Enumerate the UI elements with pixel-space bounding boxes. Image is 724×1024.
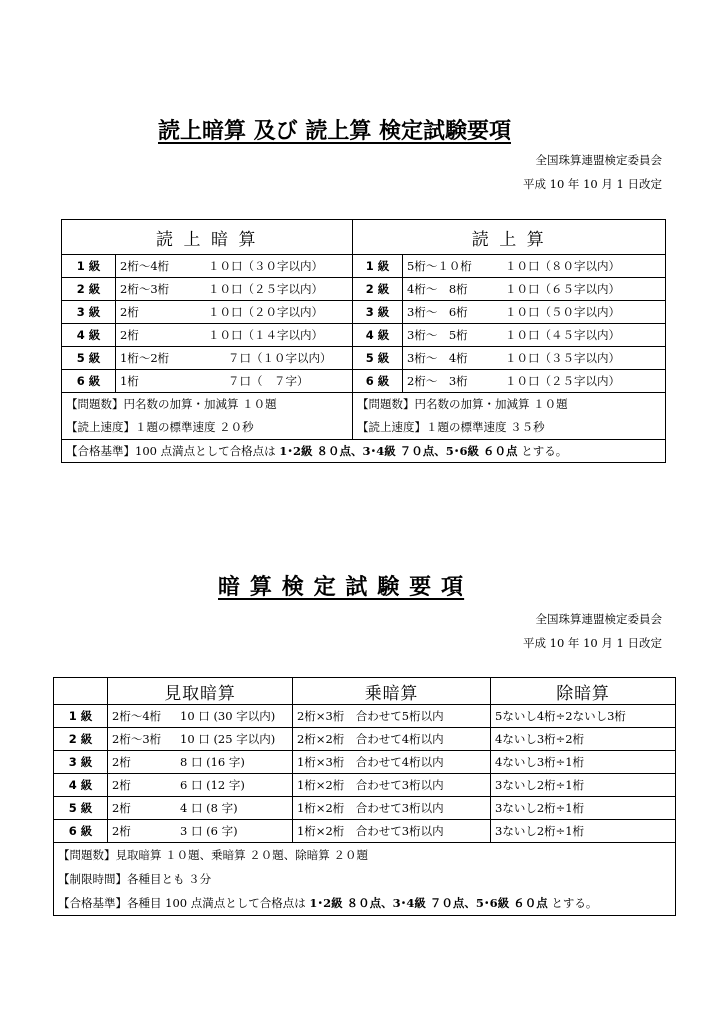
section2-notes xyxy=(54,843,676,916)
count: 8 口 (16 字) xyxy=(180,755,245,769)
count: １０口（４５字以内） xyxy=(505,328,620,342)
speed-text: 【読上速度】１題の標準速度 ２０秒 xyxy=(66,420,254,434)
section1-notes-row xyxy=(62,393,666,440)
mitori-cell xyxy=(108,751,293,774)
mitori-cell xyxy=(108,728,293,751)
digits: 2桁～3桁 xyxy=(112,732,162,746)
table-row xyxy=(62,301,666,324)
section2-notes-row xyxy=(54,843,676,916)
level-cell: 1 級 xyxy=(353,255,403,278)
level-cell: 2 級 xyxy=(54,728,108,751)
count: １０口（６５字以内） xyxy=(505,282,620,296)
pass-scores: 1･2級 ８０点、3･4級 ７０点、5･6級 ６０点 xyxy=(309,896,548,910)
reading-mental-cell xyxy=(116,324,353,347)
section2-title: 暗 算 検 定 試 験 要 項 xyxy=(218,574,465,600)
table-row xyxy=(54,728,676,751)
level-cell: 5 級 xyxy=(353,347,403,370)
level-cell: 6 級 xyxy=(62,370,116,393)
section1-pass-row xyxy=(62,440,666,463)
digits: 5桁～１０桁 xyxy=(407,259,472,273)
reading-abacus-header: 読 上 算 xyxy=(353,220,666,255)
time-limit-text: 【制限時間】各種目とも ３分 xyxy=(58,872,212,886)
jyo-cell: 5ないし4桁÷2ないし3桁 xyxy=(491,705,676,728)
jyo-cell: 3ないし2桁÷1桁 xyxy=(491,797,676,820)
empty-header-cell xyxy=(54,678,108,705)
problems-text: 【問題数】円名数の加算・加減算 １０題 xyxy=(357,397,568,411)
reading-abacus-cell xyxy=(403,301,666,324)
digits: 3桁～ 6桁 xyxy=(407,305,468,319)
table-row xyxy=(54,797,676,820)
count: １０口（３５字以内） xyxy=(505,351,620,365)
jyo-cell: 3ないし2桁÷1桁 xyxy=(491,774,676,797)
pass-suffix: とする。 xyxy=(551,896,598,910)
reading-abacus-cell xyxy=(403,370,666,393)
digits: 2桁～3桁 xyxy=(120,282,170,296)
level-cell: 1 級 xyxy=(54,705,108,728)
level-cell: 6 級 xyxy=(54,820,108,843)
level-cell: 4 級 xyxy=(62,324,116,347)
reading-mental-cell xyxy=(116,301,353,324)
table-row xyxy=(54,774,676,797)
count: １０口（２５字以内） xyxy=(505,374,620,388)
section1-table xyxy=(61,219,666,463)
reading-abacus-cell xyxy=(403,278,666,301)
count: 3 口 (6 字) xyxy=(180,824,238,838)
jo-cell: 1桁×2桁 合わせて3桁以内 xyxy=(293,774,491,797)
table-row xyxy=(62,324,666,347)
digits: 2桁～4桁 xyxy=(120,259,170,273)
digits: 2桁 xyxy=(112,824,131,838)
level-cell: 1 級 xyxy=(62,255,116,278)
count: 10 口 (25 字以内) xyxy=(180,732,276,746)
level-cell: 5 級 xyxy=(54,797,108,820)
count: 6 口 (12 字) xyxy=(180,778,245,792)
speed-text: 【読上速度】１題の標準速度 ３５秒 xyxy=(357,420,545,434)
digits: 2桁 xyxy=(112,755,131,769)
count: ７口（１０字以内） xyxy=(228,351,332,365)
count: 10 口 (30 字以内) xyxy=(180,709,276,723)
table-row xyxy=(62,347,666,370)
count: ７口（ ７字） xyxy=(228,374,309,388)
level-cell: 3 級 xyxy=(353,301,403,324)
reading-abacus-cell xyxy=(403,255,666,278)
digits: 1桁 xyxy=(120,374,139,388)
digits: 1桁～2桁 xyxy=(120,351,170,365)
count: 4 口 (8 字) xyxy=(180,801,238,815)
reading-mental-cell xyxy=(116,278,353,301)
reading-mental-cell xyxy=(116,255,353,278)
problems-text: 【問題数】見取暗算 １０題、乗暗算 ２０題、除暗算 ２０題 xyxy=(58,848,368,862)
digits: 4桁～ 8桁 xyxy=(407,282,468,296)
table-row xyxy=(62,370,666,393)
level-cell: 3 級 xyxy=(62,301,116,324)
jo-header: 乗暗算 xyxy=(293,678,491,705)
digits: 2桁～ 3桁 xyxy=(407,374,468,388)
count: １０口（８０字以内） xyxy=(505,259,620,273)
pass-prefix: 【合格基準】100 点満点として合格点は xyxy=(66,444,276,458)
table-row xyxy=(54,820,676,843)
section2-table xyxy=(53,677,676,916)
jo-cell: 2桁×2桁 合わせて4桁以内 xyxy=(293,728,491,751)
jyo-cell: 3ないし2桁÷1桁 xyxy=(491,820,676,843)
reading-abacus-cell xyxy=(403,324,666,347)
section2-date: 平成 10 年 10 月 1 日改定 xyxy=(522,636,662,650)
jyo-cell: 4ないし3桁÷2桁 xyxy=(491,728,676,751)
level-cell: 3 級 xyxy=(54,751,108,774)
level-cell: 6 級 xyxy=(353,370,403,393)
mitori-cell xyxy=(108,705,293,728)
digits: 3桁～ 4桁 xyxy=(407,351,468,365)
jo-cell: 2桁×3桁 合わせて5桁以内 xyxy=(293,705,491,728)
pass-suffix: とする。 xyxy=(521,444,568,458)
digits: 2桁 xyxy=(120,305,139,319)
table-row xyxy=(62,278,666,301)
table-row xyxy=(54,751,676,774)
count: １０口（５０字以内） xyxy=(505,305,620,319)
digits: 3桁～ 5桁 xyxy=(407,328,468,342)
reading-mental-notes xyxy=(62,393,353,440)
mitori-cell xyxy=(108,774,293,797)
jo-cell: 1桁×2桁 合わせて3桁以内 xyxy=(293,820,491,843)
section1-header-row xyxy=(62,220,666,255)
section1-date: 平成 10 年 10 月 1 日改定 xyxy=(522,177,662,191)
pass-criteria xyxy=(58,891,671,915)
count: １０口（２０字以内） xyxy=(208,305,323,319)
digits: 2桁 xyxy=(120,328,139,342)
jo-cell: 1桁×2桁 合わせて3桁以内 xyxy=(293,797,491,820)
mitori-header: 見取暗算 xyxy=(108,678,293,705)
section2-org: 全国珠算連盟検定委員会 xyxy=(535,612,662,626)
mitori-cell xyxy=(108,797,293,820)
level-cell: 4 級 xyxy=(54,774,108,797)
jo-cell: 1桁×3桁 合わせて4桁以内 xyxy=(293,751,491,774)
digits: 2桁 xyxy=(112,778,131,792)
pass-prefix: 【合格基準】各種目 100 点満点として合格点は xyxy=(58,896,306,910)
problems-text: 【問題数】円名数の加算・加減算 １０題 xyxy=(66,397,277,411)
jyo-header: 除暗算 xyxy=(491,678,676,705)
digits: 2桁～4桁 xyxy=(112,709,162,723)
pass-scores: 1･2級 ８０点、3･4級 ７０点、5･6級 ６０点 xyxy=(279,444,518,458)
level-cell: 4 級 xyxy=(353,324,403,347)
table-row xyxy=(62,255,666,278)
mitori-cell xyxy=(108,820,293,843)
pass-criteria xyxy=(62,440,666,463)
level-cell: 2 級 xyxy=(62,278,116,301)
digits: 2桁 xyxy=(112,801,131,815)
level-cell: 2 級 xyxy=(353,278,403,301)
table-row xyxy=(54,705,676,728)
section2-header-row xyxy=(54,678,676,705)
reading-abacus-cell xyxy=(403,347,666,370)
count: １０口（２５字以内） xyxy=(208,282,323,296)
section1-title: 読上暗算 及び 読上算 検定試験要項 xyxy=(158,118,511,144)
section1-org: 全国珠算連盟検定委員会 xyxy=(535,153,662,167)
count: １０口（１４字以内） xyxy=(208,328,323,342)
count: １０口（３０字以内） xyxy=(208,259,323,273)
jyo-cell: 4ないし3桁÷1桁 xyxy=(491,751,676,774)
reading-abacus-notes xyxy=(353,393,666,440)
reading-mental-cell xyxy=(116,370,353,393)
reading-mental-cell xyxy=(116,347,353,370)
reading-mental-header: 読 上 暗 算 xyxy=(62,220,353,255)
level-cell: 5 級 xyxy=(62,347,116,370)
